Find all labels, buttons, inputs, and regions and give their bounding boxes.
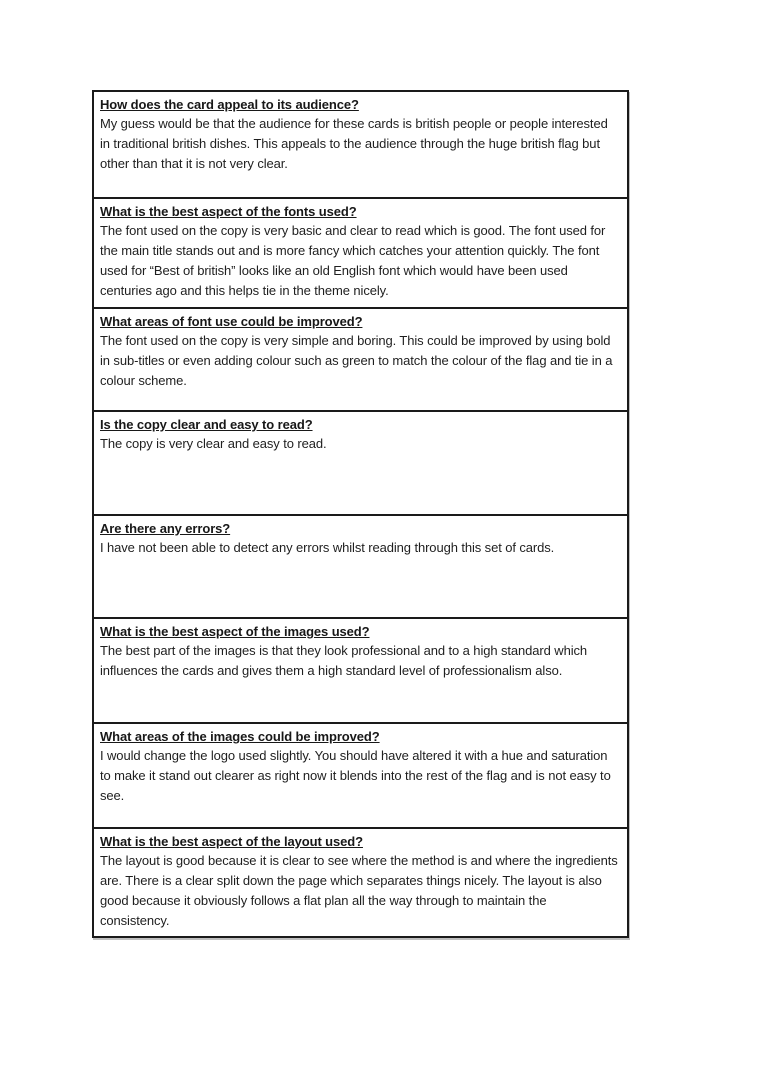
qa-row — [94, 197, 627, 307]
question-heading: How does the card appeal to its audience? — [100, 97, 359, 112]
question-heading: What is the best aspect of the fonts used? — [100, 204, 357, 219]
question-heading: What is the best aspect of the layout used? — [100, 834, 363, 849]
answer-text: I have not been able to detect any errors whilst reading through this set of cards. — [100, 540, 555, 555]
qa-row — [94, 827, 627, 936]
question-heading: Are there any errors? — [100, 521, 231, 536]
answer-text: The copy is very clear and easy to read. — [100, 436, 327, 451]
qa-row — [94, 410, 627, 514]
qa-table — [92, 90, 629, 938]
qa-row — [94, 617, 627, 722]
qa-row — [94, 92, 627, 197]
answer-text: The layout is good because it is clear to see where the method is and where the ingredients are. There is a clear split down the page which separates things nicely. The layout is also good because it obviously follows a flat plan all the way through to maintain the consistency. — [100, 853, 618, 928]
question-heading: What is the best aspect of the images used? — [100, 624, 370, 639]
question-heading: What areas of the images could be improved? — [100, 729, 380, 744]
question-heading: What areas of font use could be improved? — [100, 314, 363, 329]
question-heading: Is the copy clear and easy to read? — [100, 417, 313, 432]
qa-row — [94, 722, 627, 827]
answer-text: The font used on the copy is very simple and boring. This could be improved by using bold in sub-titles or even adding colour such as green to match the colour of the flag and tie in a colour scheme. — [100, 333, 613, 388]
answer-text: My guess would be that the audience for these cards is british people or people interested in traditional british dishes. This appeals to the audience through the huge british flag but other than that it is not very clear. — [100, 116, 608, 171]
answer-text: I would change the logo used slightly. You should have altered it with a hue and saturation to make it stand out clearer as right now it blends into the rest of the flag and is not easy to see. — [100, 748, 611, 803]
qa-row — [94, 307, 627, 410]
answer-text: The font used on the copy is very basic and clear to read which is good. The font used for the main title stands out and is more fancy which catches your attention quickly. The font used for “Best of british” looks like an old English font which would have been used centuries ago and this helps tie in the theme nicely. — [100, 223, 606, 298]
answer-text: The best part of the images is that they look professional and to a high standard which influences the cards and gives them a high standard level of professionalism also. — [100, 643, 588, 678]
qa-row — [94, 514, 627, 617]
